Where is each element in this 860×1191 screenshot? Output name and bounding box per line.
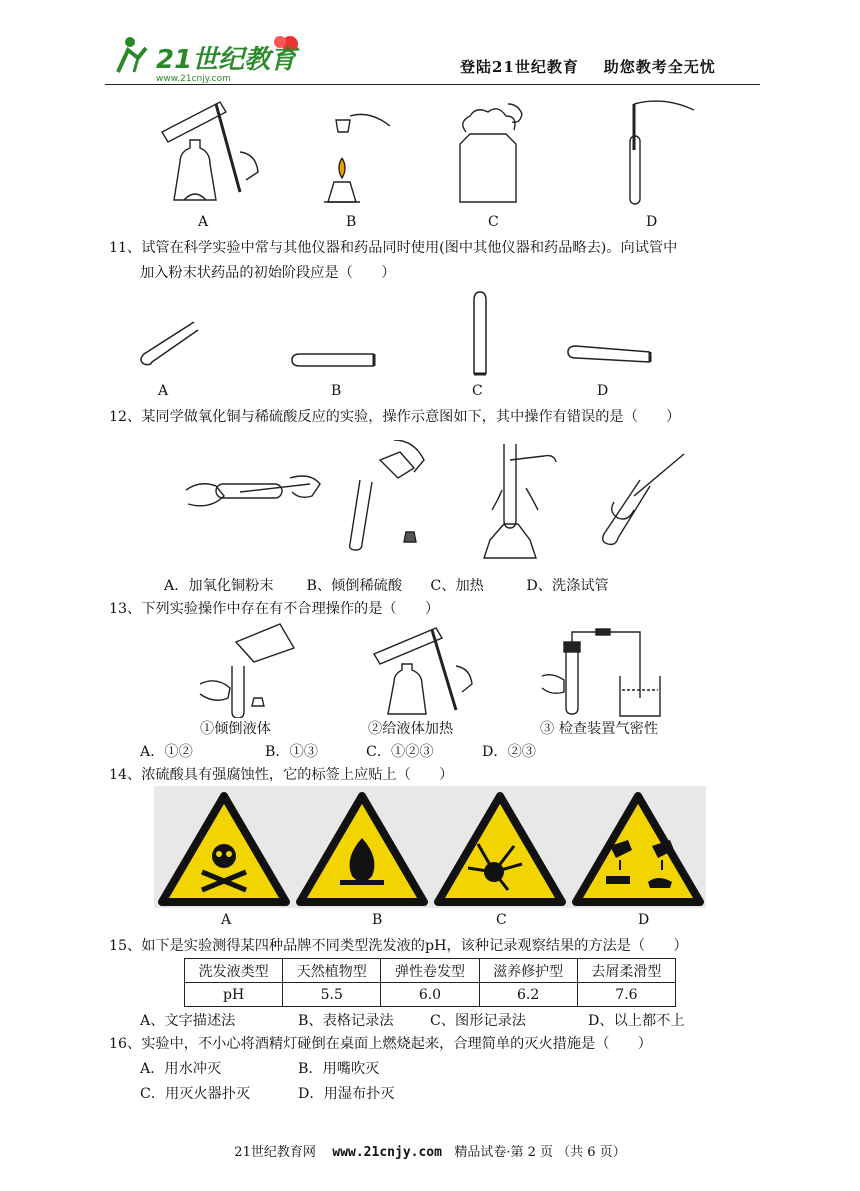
table-cell: 滋养修护型 [479, 959, 577, 983]
site-logo [112, 28, 312, 84]
table-cell: 弹性卷发型 [381, 959, 479, 983]
q15-ph-table [184, 958, 676, 1007]
q10-label-c: C [488, 214, 499, 230]
q10-figure-a [150, 92, 260, 210]
q12-option-c: C、加热 [430, 578, 484, 594]
header-slogan: 登陆21世纪教育 助您教考全无忧 [460, 58, 716, 76]
q10-label-b: B [346, 214, 357, 230]
q14-label-a: A [221, 912, 232, 928]
q15-option-c: C、图形记录法 [430, 1013, 526, 1029]
table-cell: 6.0 [381, 983, 479, 1007]
q16-option-c: C．用灭火器扑灭 [140, 1086, 251, 1102]
q12-option-a: A．加氧化铜粉末 [164, 578, 274, 594]
q11-tube-d [564, 344, 656, 366]
q13-option-b: B．①③ [265, 744, 318, 760]
q14-label-b: B [372, 912, 383, 928]
table-cell: 天然植物型 [283, 959, 381, 983]
table-cell: 6.2 [479, 983, 577, 1007]
logo-text: 21世纪教育 [156, 45, 297, 75]
q11-tube-b [290, 352, 380, 368]
table-cell: pH [185, 983, 283, 1007]
q11-tube-c [472, 290, 488, 376]
q13-figure-3 [538, 628, 668, 718]
table-cell: 5.5 [283, 983, 381, 1007]
q13-figure-1 [196, 622, 296, 718]
q16-stem: 16、实验中，不小心将酒精灯碰倒在桌面上燃烧起来，合理简单的灭火措施是（ ） [109, 1036, 652, 1052]
header-rule [105, 84, 760, 85]
q10-figure-b [312, 98, 392, 210]
q15-option-a: A、文字描述法 [140, 1013, 236, 1029]
q11-stem-line2: 加入粉末状药品的初始阶段应是（ ） [140, 265, 396, 281]
q13-caption-2: ②给液体加热 [368, 721, 454, 737]
footer-site-name: 21世纪教育网 [234, 1145, 316, 1160]
page-footer [0, 1141, 860, 1160]
q12-option-d: D、洗涤试管 [526, 578, 609, 594]
q15-option-b: B、表格记录法 [298, 1013, 394, 1029]
q11-stem-line1: 11、试管在科学实验中常与其他仪器和药品同时使用(图中其他仪器和药品略去)。向试管中 [109, 240, 678, 256]
q11-tube-a [136, 318, 200, 368]
footer-page-info: 精品试卷·第 2 页 （共 6 页） [454, 1145, 626, 1160]
table-header-row [185, 959, 676, 983]
q13-option-a: A．①② [140, 744, 193, 760]
q11-label-a: A [158, 383, 169, 399]
q13-stem: 13、下列实验操作中存在有不合理操作的是（ ） [109, 601, 440, 617]
q14-label-c: C [496, 912, 507, 928]
q13-caption-1: ①倾倒液体 [200, 721, 271, 737]
q12-figure-b [340, 440, 430, 552]
q12-stem: 12、某同学做氧化铜与稀硫酸反应的实验，操作示意图如下，其中操作有错误的是（ ） [109, 409, 681, 425]
q16-option-d: D．用湿布扑灭 [298, 1086, 395, 1102]
q10-figure-d [604, 94, 700, 210]
q13-option-c: C．①②③ [366, 744, 434, 760]
table-row [185, 983, 676, 1007]
q10-figure-c [446, 94, 546, 210]
q14-stem: 14、浓硫酸具有强腐蚀性，它的标签上应贴上（ ） [109, 767, 454, 783]
q15-stem: 15、如下是实验测得某四种品牌不同类型洗发液的pH，该种记录观察结果的方法是（ ） [109, 938, 688, 954]
q11-label-c: C [472, 383, 483, 399]
q12-options [164, 574, 609, 598]
q12-figure-c [480, 440, 560, 564]
q13-caption-3: ③ 检查装置气密性 [540, 721, 659, 737]
table-cell: 洗发液类型 [185, 959, 283, 983]
q13-option-d: D．②③ [482, 744, 536, 760]
q14-label-d: D [638, 912, 650, 928]
q12-figure-a [180, 466, 324, 518]
q14-hazard-signs [154, 786, 706, 908]
q16-option-a: A．用水冲灭 [140, 1061, 222, 1077]
q10-label-a: A [198, 214, 209, 230]
logo-url: www.21cnjy.com [156, 74, 231, 84]
q13-figure-2 [366, 626, 476, 718]
q15-option-d: D、以上都不上 [588, 1013, 685, 1029]
q10-label-d: D [646, 214, 658, 230]
table-cell: 7.6 [577, 983, 675, 1007]
q11-label-d: D [597, 383, 609, 399]
table-cell: 去屑柔滑型 [577, 959, 675, 983]
q11-label-b: B [331, 383, 342, 399]
q12-option-b: B、倾倒稀硫酸 [306, 578, 403, 594]
q16-option-b: B．用嘴吹灭 [298, 1061, 380, 1077]
footer-url[interactable]: www.21cnjy.com [332, 1145, 442, 1160]
q12-figure-d [594, 450, 690, 550]
